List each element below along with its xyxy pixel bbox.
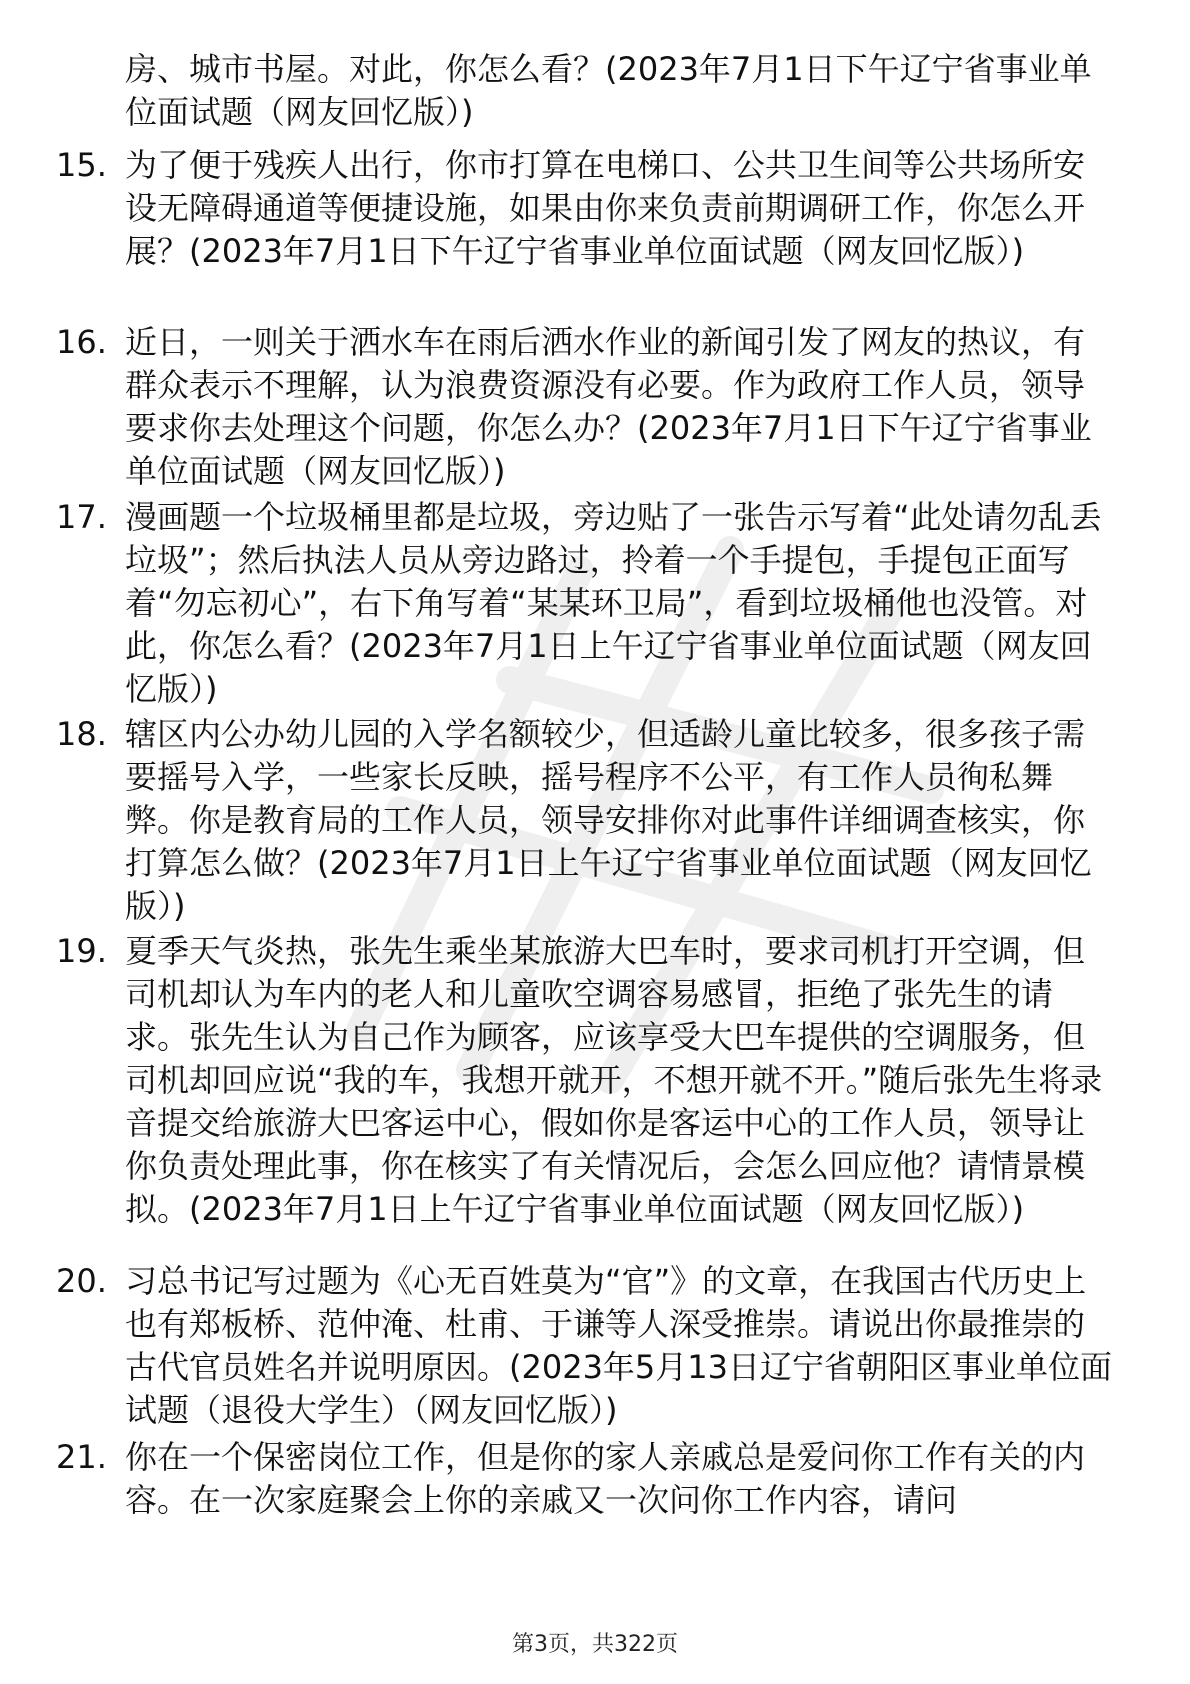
question-text: 为了便于残疾人出行，你市打算在电梯口、公共卫生间等公共场所安设无障碍通道等便捷设施，如果由你来负责前期调研工作，你怎么开展？(2023年7月1日下午辽宁省事业单位面试题（网友回忆版）) xyxy=(125,146,1086,270)
question-number: 21. xyxy=(56,1438,107,1476)
page-footer: 第3页，共322页 xyxy=(512,1632,678,1657)
question-text: 习总书记写过题为《心无百姓莫为“官”》的文章，在我国古代历史上也有郑板桥、范仲淹、杜甫、于谦等人深受推崇。请说出你最推崇的古代官员姓名并说明原因。(2023年5月13日辽宁省朝阳区事业单位面试题（退役大学生）（网友回忆版）) xyxy=(125,1262,1113,1429)
question-number: 18. xyxy=(56,715,107,753)
continuation-paragraph: 房、城市书屋。对此，你怎么看？(2023年7月1日下午辽宁省事业单位面试题（网友回忆版）) xyxy=(125,50,1092,131)
question-text: 你在一个保密岗位工作，但是你的家人亲戚总是爱问你工作有关的内容。在一次家庭聚会上你的亲戚又一次问你工作内容，请问 xyxy=(125,1438,1086,1519)
question-text: 辖区内公办幼儿园的入学名额较少，但适龄儿童比较多，很多孩子需要摇号入学，一些家长反映，摇号程序不公平，有工作人员徇私舞弊。你是教育局的工作人员，领导安排你对此事件详细调查核实，你打算怎么做？(2023年7月1日上午辽宁省事业单位面试题（网友回忆版）) xyxy=(125,715,1092,925)
question-text: 夏季天气炎热，张先生乘坐某旅游大巴车时，要求司机打开空调，但司机却认为车内的老人和儿童吹空调容易感冒，拒绝了张先生的请求。张先生认为自己作为顾客，应该享受大巴车提供的空调服务，但司机却回应说“我的车，我想开就开，不想开就不开。”随后张先生将录音提交给旅游大巴客运中心，假如你是客运中心的工作人员，领导让你负责处理此事，你在核实了有关情况后，会怎么回应他？请情景模拟。(2023年7月1日上午辽宁省事业单位面试题（网友回忆版）) xyxy=(125,932,1103,1228)
question-number: 20. xyxy=(56,1262,107,1300)
question-text: 漫画题一个垃圾桶里都是垃圾，旁边贴了一张告示写着“此处请勿乱丢垃圾”；然后执法人员从旁边路过，拎着一个手提包，手提包正面写着“勿忘初心”，右下角写着“某某环卫局”，看到垃圾桶他也没管。对此，你怎么看？(2023年7月1日上午辽宁省事业单位面试题（网友回忆版）) xyxy=(125,498,1102,708)
question-number: 17. xyxy=(56,498,107,536)
question-number: 19. xyxy=(56,932,107,970)
question-number: 16. xyxy=(56,323,107,361)
question-number: 15. xyxy=(56,146,107,184)
question-text: 近日，一则关于洒水车在雨后洒水作业的新闻引发了网友的热议，有群众表示不理解，认为浪费资源没有必要。作为政府工作人员，领导要求你去处理这个问题，你怎么办？(2023年7月1日下午辽宁省事业单位面试题（网友回忆版）) xyxy=(125,323,1092,490)
